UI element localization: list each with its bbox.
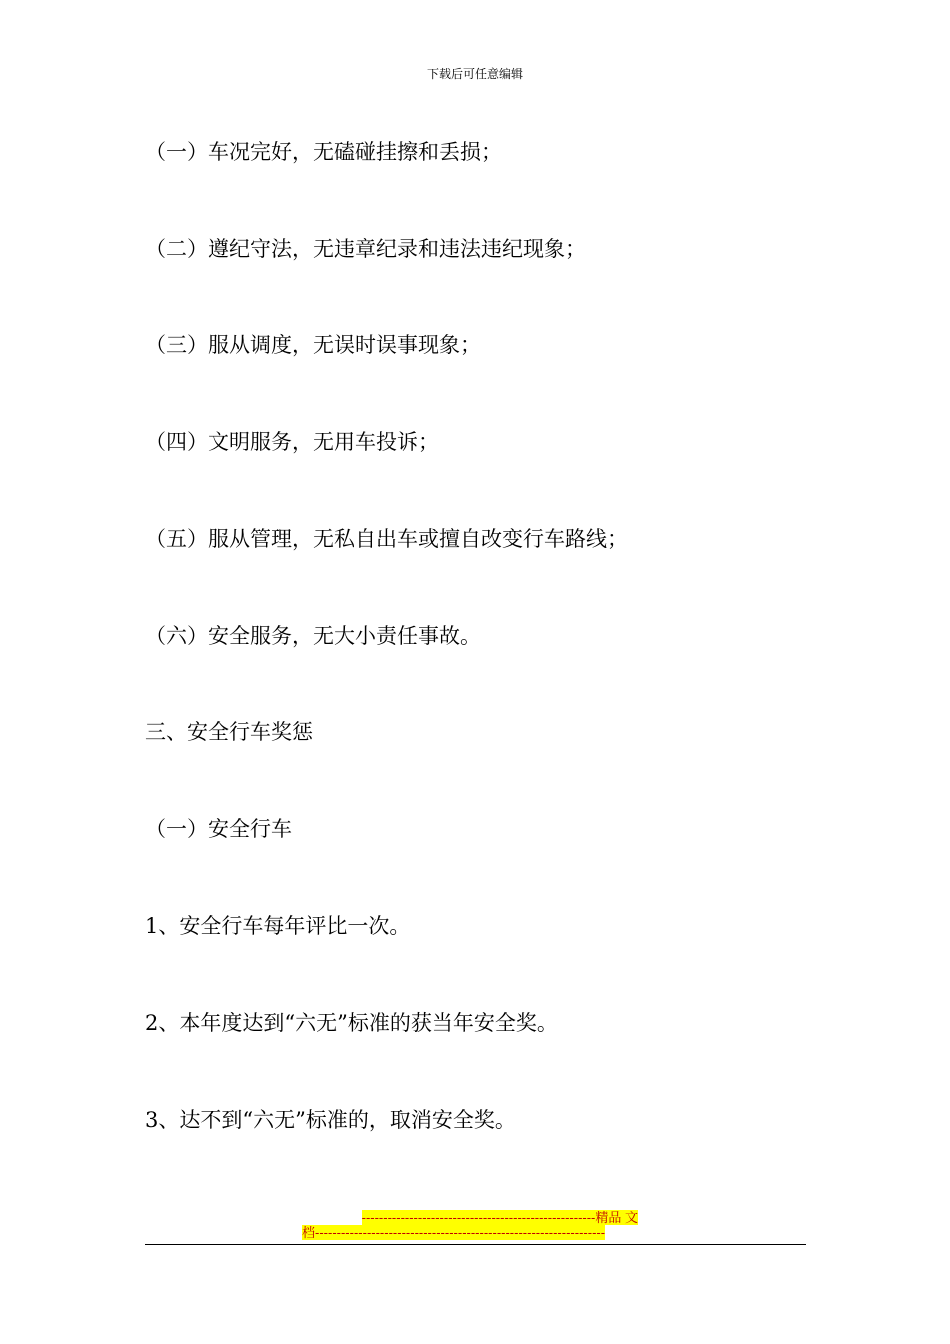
rule-item-3: 3、达不到“六无”标准的，取消安全奖。 — [145, 1108, 516, 1132]
subsection-heading: （一）安全行车 — [145, 817, 292, 841]
rule-item-1: 1、安全行车每年评比一次。 — [145, 914, 411, 938]
footer-watermark — [302, 1210, 648, 1240]
clause-5: （五）服从管理，无私自出车或擅自改变行车路线； — [145, 527, 628, 551]
section-heading: 三、安全行车奖惩 — [145, 720, 313, 744]
clause-1: （一）车况完好，无磕碰挂擦和丢损； — [145, 140, 502, 164]
footer-line-1: ------------------------------------------------------精品 文 — [361, 1210, 638, 1225]
clause-4: （四）文明服务，无用车投诉； — [145, 430, 439, 454]
page-header: 下载后可任意编辑 — [426, 67, 523, 81]
footer-divider — [145, 1244, 806, 1245]
rule-item-2: 2、本年度达到“六无”标准的获当年安全奖。 — [145, 1011, 558, 1035]
footer-line-2: 档------------------------------------------------------------------- — [302, 1225, 606, 1240]
clause-2: （二）遵纪守法，无违章纪录和违法违纪现象； — [145, 237, 586, 261]
clause-6: （六）安全服务，无大小责任事故。 — [145, 624, 481, 648]
clause-3: （三）服从调度，无误时误事现象； — [145, 333, 481, 357]
